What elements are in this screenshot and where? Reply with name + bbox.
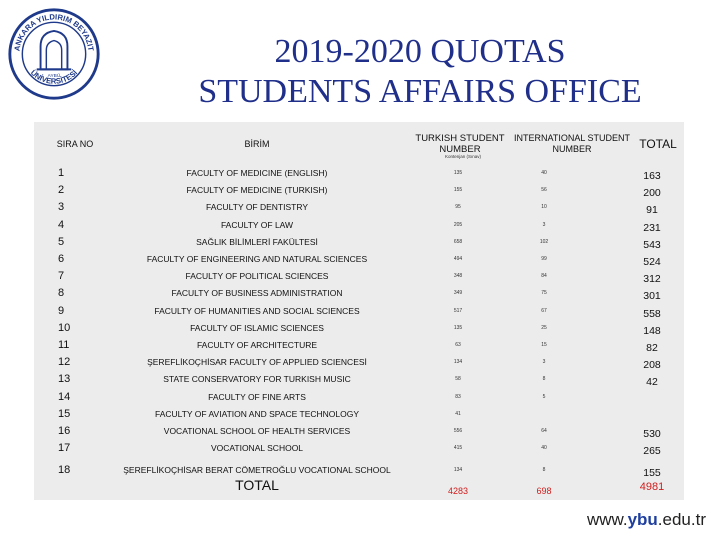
row-international-count: 10: [541, 204, 547, 211]
row-unit-name: ŞEREFLİKOÇHİSAR FACULTY OF APPLIED SCIENCESİ: [147, 357, 367, 368]
table-row: [34, 216, 684, 234]
row-international-count: 5: [542, 393, 546, 400]
row-unit-name: FACULTY OF ISLAMIC SCIENCES: [190, 322, 324, 333]
table-row: [34, 388, 684, 406]
row-total: 312: [643, 273, 661, 286]
row-turkish-count: 494: [453, 256, 463, 262]
row-unit-name: FACULTY OF ARCHITECTURE: [196, 340, 318, 350]
row-international-count: 40: [541, 445, 547, 452]
row-unit-name: VOCATIONAL SCHOOL: [210, 443, 304, 454]
row-number: 17: [58, 442, 71, 455]
row-international-count: [504, 405, 584, 423]
row-turkish-count: 135: [453, 324, 463, 331]
row-international-count: 25: [541, 324, 547, 331]
row-number: 15: [58, 407, 71, 420]
totals-international: 698: [536, 486, 552, 496]
svg-text:ANKARA YILDIRIM BEYAZIT: [13, 12, 96, 52]
row-number: 10: [58, 321, 71, 334]
row-number: 6: [58, 253, 65, 265]
row-international-count: 67: [541, 307, 547, 314]
table-row: [34, 439, 684, 457]
row-turkish-count: 95: [455, 204, 461, 211]
row-unit-name: FACULTY OF DENTISTRY: [205, 202, 309, 213]
row-total: 301: [643, 290, 661, 303]
table-row: [34, 164, 684, 182]
row-international-count: 3: [542, 221, 546, 228]
totals-total: 4981: [639, 481, 665, 493]
row-number: 5: [58, 235, 65, 248]
row-international-count: 84: [541, 273, 547, 280]
row-number: 3: [58, 201, 65, 214]
row-turkish-count: 658: [453, 238, 463, 245]
row-number: 8: [58, 287, 65, 300]
row-turkish-count: 205: [453, 221, 463, 228]
table-row: [34, 284, 684, 302]
row-unit-name: VOCATIONAL SCHOOL OF HEALTH SERVICES: [163, 426, 351, 436]
row-unit-name: FACULTY OF AVIATION AND SPACE TECHNOLOGY: [154, 408, 360, 419]
totals-label: TOTAL: [235, 477, 279, 493]
quota-table: [34, 122, 684, 500]
row-total: 42: [646, 376, 658, 389]
row-unit-name: FACULTY OF POLITICAL SCIENCES: [185, 271, 329, 282]
row-international-count: 102: [539, 238, 549, 245]
table-row: [34, 353, 684, 371]
row-number: 1: [58, 167, 65, 179]
row-total: 82: [646, 342, 658, 354]
row-international-count: 3: [542, 359, 546, 366]
row-international-count: 56: [541, 187, 547, 194]
footer-url[interactable]: [587, 510, 706, 530]
logo-top-text: ANKARA YILDIRIM BEYAZIT: [12, 12, 96, 52]
row-total: 530: [643, 428, 661, 440]
table-row: [34, 370, 684, 388]
row-international-count: 8: [542, 376, 546, 383]
header-note: Kontenjan (Sınav): [444, 154, 482, 159]
row-total: 91: [646, 204, 658, 217]
row-total: 231: [643, 221, 661, 234]
url-brand: ybu: [627, 510, 658, 529]
header-international-student-number: INTERNATIONAL STUDENT NUMBER: [513, 133, 630, 154]
row-unit-name: FACULTY OF MEDICINE (TURKISH): [186, 185, 328, 196]
row-number: 13: [58, 373, 71, 386]
table-row: [34, 181, 684, 199]
row-number: 4: [58, 218, 65, 231]
row-number: 7: [58, 270, 65, 283]
row-unit-name: FACULTY OF LAW: [220, 219, 294, 230]
row-turkish-count: 134: [453, 359, 463, 366]
row-unit-name: FACULTY OF ENGINEERING AND NATURAL SCIENCES: [146, 254, 368, 264]
table-row: [34, 405, 684, 423]
row-unit-name: STATE CONSERVATORY FOR TURKISH MUSIC: [163, 374, 351, 385]
row-unit-name: FACULTY OF HUMANITIES AND SOCIAL SCIENCES: [154, 305, 360, 316]
row-total: 200: [643, 187, 661, 200]
row-turkish-count: 41: [455, 410, 461, 417]
row-total: 155: [643, 467, 661, 480]
table-row: [34, 336, 684, 354]
row-turkish-count: 134: [453, 467, 463, 474]
row-international-count: 75: [541, 290, 547, 297]
row-turkish-count: 349: [453, 290, 463, 297]
row-turkish-count: 135: [453, 170, 463, 176]
row-total: 543: [643, 238, 661, 251]
row-number: 18: [58, 464, 71, 477]
row-unit-name: SAĞLIK BİLİMLERİ FAKÜLTESİ: [196, 236, 318, 247]
url-prefix: www.: [586, 510, 628, 529]
table-row: [34, 250, 684, 268]
row-total: 163: [643, 170, 661, 182]
row-turkish-count: 63: [455, 342, 461, 348]
header-total: TOTAL: [639, 136, 677, 151]
row-unit-name: ŞEREFLİKOÇHİSAR BERAT CÖMETROĞLU VOCATIONAL SCHOOL: [123, 465, 391, 476]
row-turkish-count: 556: [453, 428, 463, 434]
table-row: [34, 302, 684, 320]
page-title-line1: 2019-2020 QUOTAS: [274, 33, 566, 70]
totals-turkish: 4283: [447, 486, 469, 496]
row-number: 14: [58, 390, 71, 403]
row-total: 265: [643, 445, 661, 458]
row-turkish-count: 415: [453, 445, 463, 452]
row-international-count: 15: [541, 342, 547, 348]
url-suffix: .edu.tr: [657, 510, 706, 529]
logo-bottom-text: ÜNİVERSİTESİ: [28, 68, 80, 86]
table-row: [34, 456, 684, 484]
row-number: 11: [58, 339, 70, 351]
header-sira-no: SIRA NO: [56, 138, 94, 149]
table-row: [34, 233, 684, 251]
header-turkish-student-number: TURKISH STUDENT NUMBER: [415, 133, 505, 155]
row-international-count: 8: [542, 467, 546, 474]
row-number: 9: [58, 304, 65, 317]
table-row: [34, 198, 684, 216]
row-turkish-count: 348: [453, 273, 463, 280]
header-birim: BİRİM: [244, 138, 270, 149]
row-turkish-count: 58: [455, 376, 461, 383]
row-number: 2: [58, 184, 65, 197]
row-number: 12: [58, 356, 71, 369]
row-unit-name: FACULTY OF BUSINESS ADMINISTRATION: [171, 288, 343, 299]
page-title-line2: STUDENTS AFFAIRS OFFICE: [198, 73, 642, 110]
row-international-count: 64: [541, 428, 547, 434]
logo-center-text: AYBÜ: [47, 74, 61, 80]
row-total: 148: [643, 324, 661, 337]
row-total: 558: [643, 307, 661, 320]
row-international-count: 99: [541, 256, 547, 262]
university-logo: [6, 6, 102, 102]
row-turkish-count: 83: [455, 393, 461, 400]
row-number: 16: [58, 425, 71, 437]
row-total: 208: [643, 359, 661, 372]
row-unit-name: FACULTY OF FINE ARTS: [208, 391, 306, 402]
row-total: 524: [643, 256, 661, 268]
row-unit-name: FACULTY OF MEDICINE (ENGLISH): [186, 168, 328, 178]
row-turkish-count: 517: [453, 307, 463, 314]
table-row: [34, 319, 684, 337]
row-international-count: 40: [541, 170, 547, 176]
table-row: [34, 267, 684, 285]
row-turkish-count: 155: [453, 187, 463, 194]
